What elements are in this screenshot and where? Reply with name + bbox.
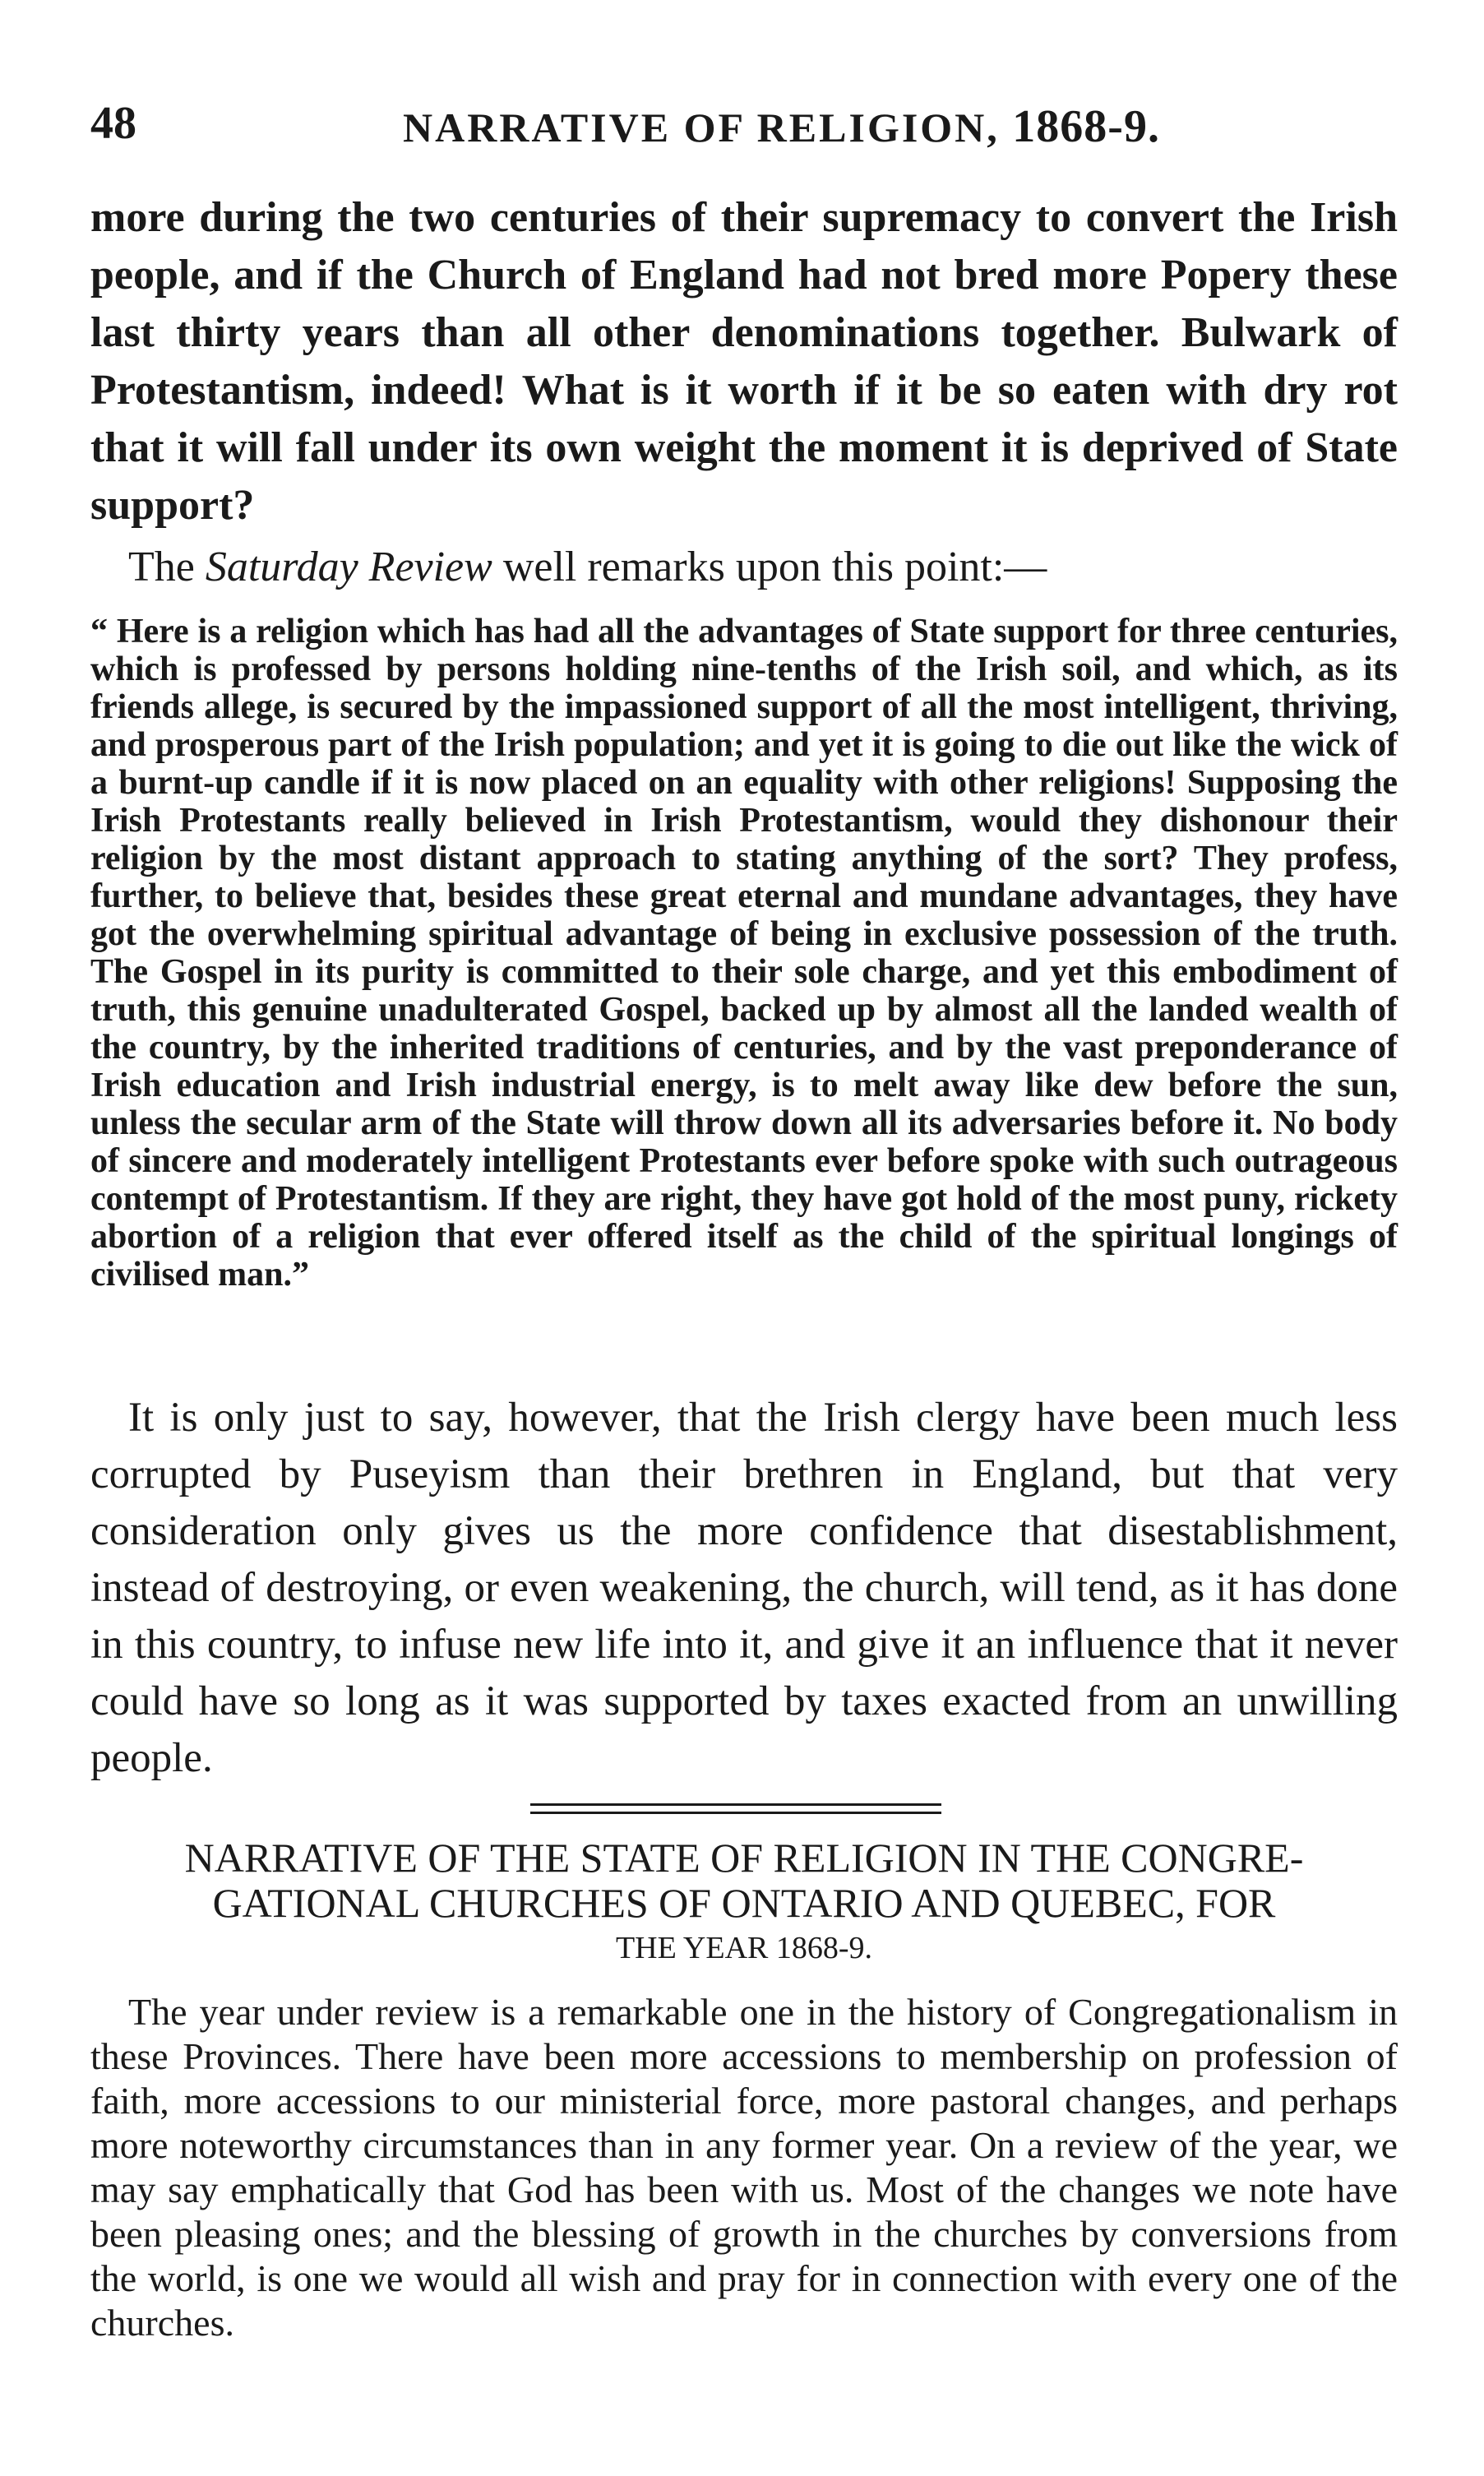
section-divider-top bbox=[530, 1803, 941, 1806]
quote-intro-before: The bbox=[128, 544, 206, 590]
quote-source: Saturday Review bbox=[205, 544, 492, 590]
page-header bbox=[90, 97, 1373, 155]
running-head-title: NARRATIVE OF RELIGION, bbox=[403, 104, 1000, 150]
section-divider-bottom bbox=[530, 1812, 941, 1814]
section-body-paragraph: The year under review is a remarkable one in the history of Congregationalism in these Provinces. There have been more accessions to membership on profession of faith, more accessions to our ministerial force, more pastoral changes, and perhaps more noteworthy circumstances than in any former year. On a review of the year, we may say emphatically that God has been with us. Most of the changes we note have been pleasing ones; and the blessing of growth in the churches by conversions from the world, is one we would all wish and pray for in connection with every one of the churches. bbox=[90, 1991, 1398, 2344]
section-title-line-3: THE YEAR 1868-9. bbox=[615, 1931, 873, 1965]
page-number: 48 bbox=[90, 98, 136, 149]
running-head-year: 1868-9. bbox=[1012, 101, 1160, 152]
section-title-line-1: NARRATIVE OF THE STATE OF RELIGION IN THE CONGRE- bbox=[184, 1835, 1304, 1881]
section-title-line-2: GATIONAL CHURCHES OF ONTARIO AND QUEBEC, FOR bbox=[212, 1880, 1276, 1926]
block-quote: “ Here is a religion which has had all the advantages of State support for three centuries, which is professed by persons holding nine-tenths of the Irish soil, and which, as its friends allege, is secured by the impassioned support of all the most intelligent, thriving, and prosperous part of the Irish population; and yet it is going to die out like the wick of a burnt-up candle if it is now placed on an equality with other religions! Supposing the Irish Protestants really believed in Irish Protestantism, would they dishonour their religion by the most distant approach to stating anything of the sort? They profess, further, to believe that, besides these great eternal and mundane advantages, they have got the overwhelming spiritual advantage of being in exclusive possession of the truth. The Gospel in its purity is committed to their sole charge, and yet this embodiment of truth, this genuine unadulterated Gospel, backed up by almost all the landed wealth of the country, by the inherited traditions of centuries, and by the vast preponderance of Irish education and Irish industrial energy, is to melt away like dew before the sun, unless the secular arm of the State will throw down all its adversaries before it. No body of sincere and moderately intelligent Protestants ever before spoke with such outrageous contempt of Protestantism. If they are right, they have got hold of the most puny, rickety abortion of a religion that ever offered itself as the child of the spiritual longings of civilised man.” bbox=[90, 613, 1398, 1294]
quote-intro bbox=[90, 539, 1398, 596]
running-head bbox=[403, 100, 1160, 153]
section-title bbox=[90, 1835, 1398, 1971]
quote-intro-after: well remarks upon this point:— bbox=[492, 544, 1047, 590]
opening-paragraph: more during the two centuries of their supremacy to convert the Irish people, and if the Church of England had not bred more Popery these last thirty years than all other denominations together. Bulwark of Protestantism, indeed! What is it worth if it be so eaten with dry rot that it will fall under its own weight the moment it is deprived of State support? bbox=[90, 194, 1398, 529]
closing-paragraph: It is only just to say, however, that the Irish clergy have been much less corrupted by Puseyism than their brethren in England, but that very consideration only gives us the more confidence that disestablishment, instead of destroying, or even weakening, the church, will tend, as it has done in this country, to infuse new life into it, and give it an influence that it never could have so long as it was supported by taxes exacted from an unwilling people. bbox=[90, 1395, 1398, 1781]
